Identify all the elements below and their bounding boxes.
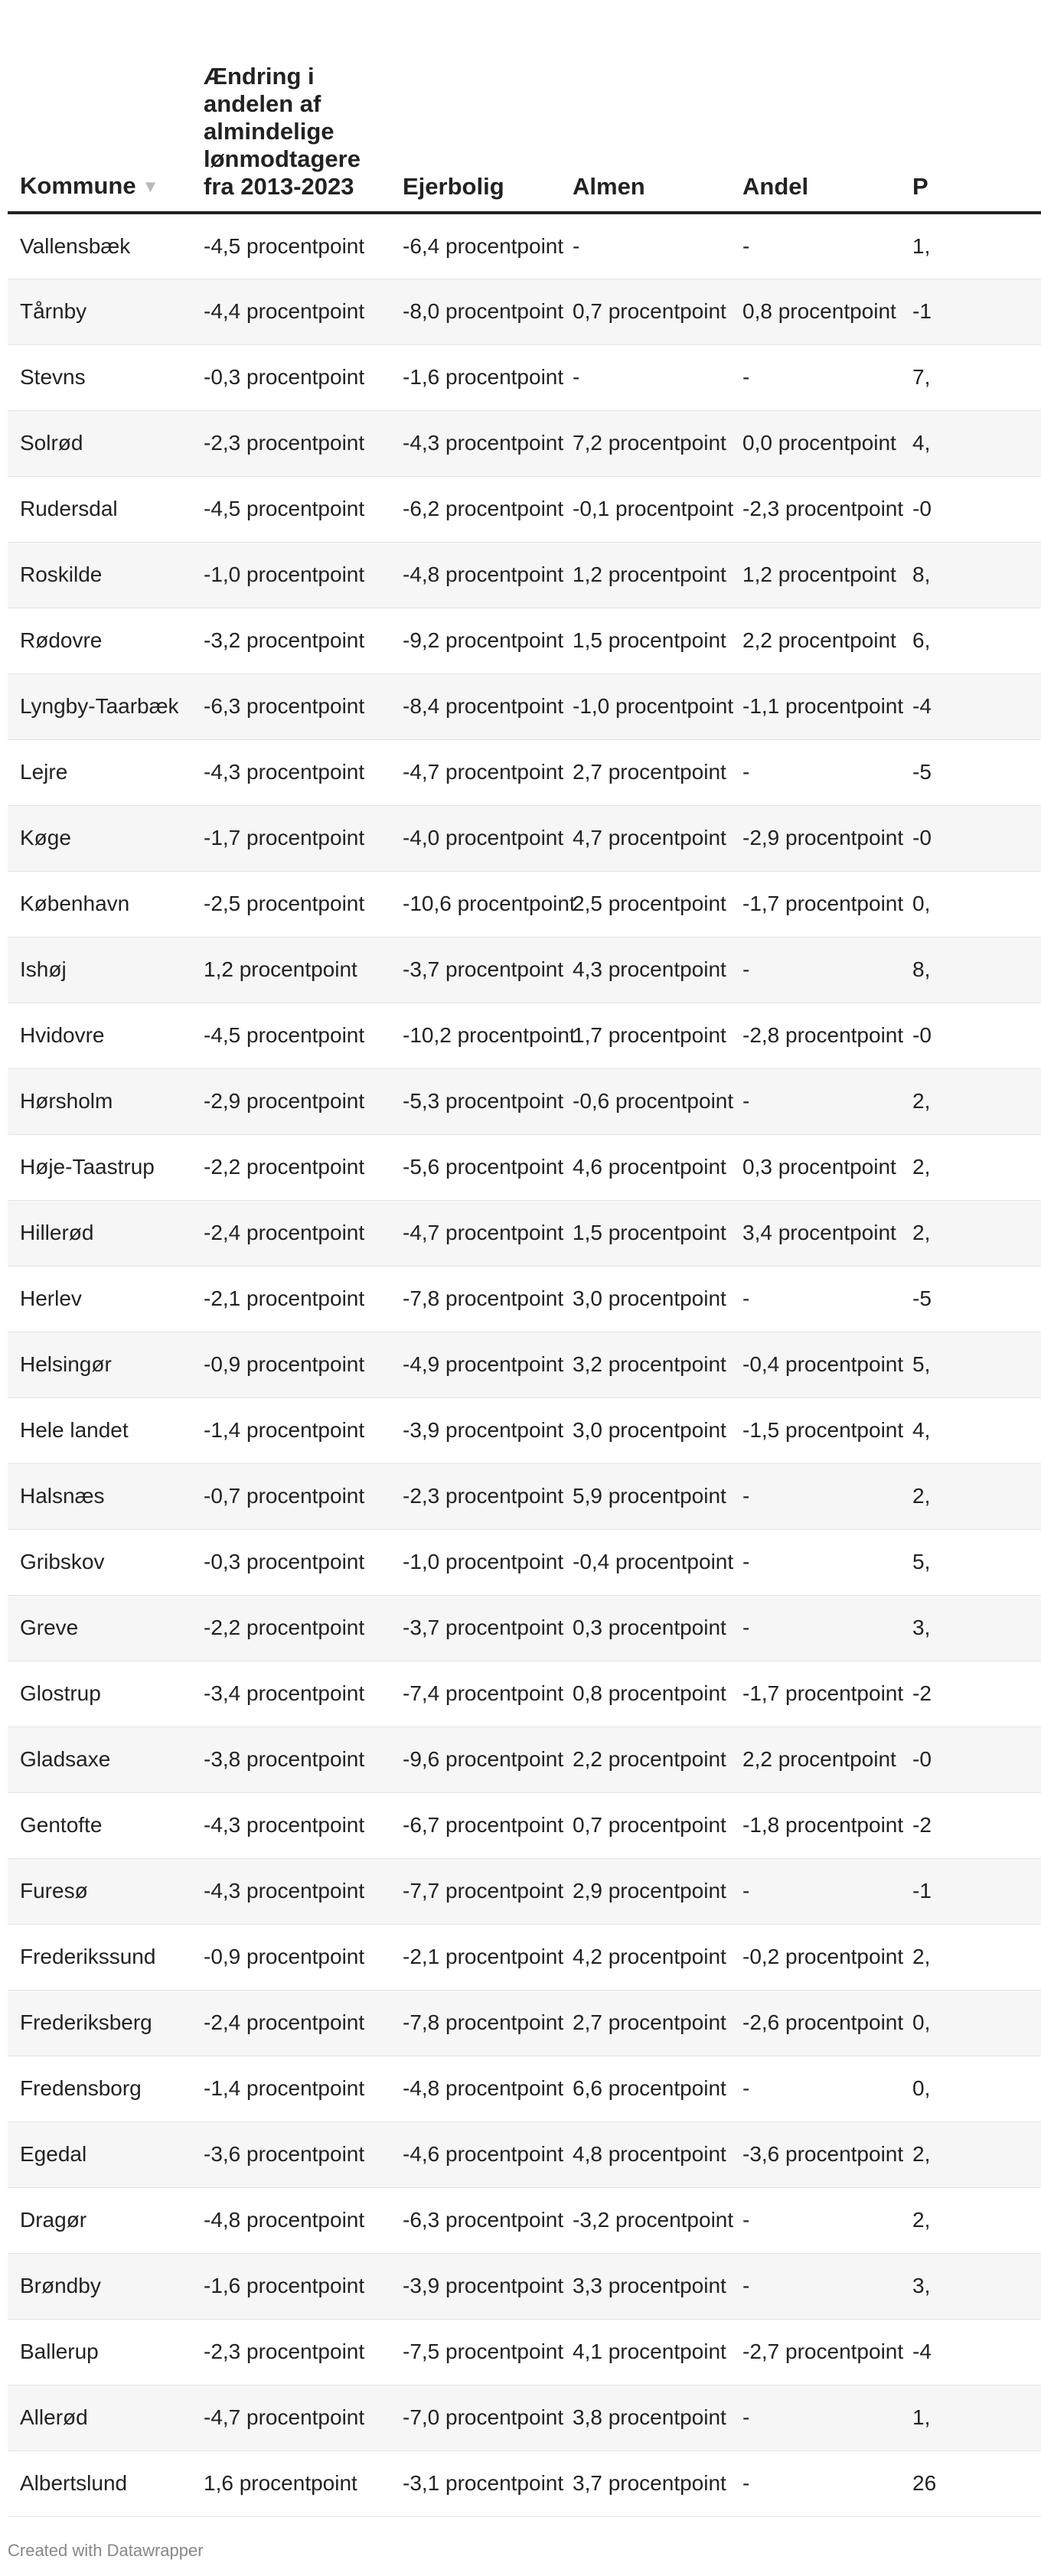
table-row (8, 2450, 1041, 2516)
table-row (8, 1397, 1041, 1463)
cell-p: 3, (900, 2253, 1041, 2319)
cell-ejerbolig: -3,9 procentpoint (390, 2253, 560, 2319)
cell-kommune: Lyngby-Taarbæk (8, 673, 191, 739)
cell-aendring: -4,3 procentpoint (191, 739, 390, 805)
cell-andel: 2,2 procentpoint (730, 1727, 900, 1792)
cell-aendring: -2,5 procentpoint (191, 871, 390, 937)
cell-kommune: Dragør (8, 2187, 191, 2253)
cell-aendring: -2,1 procentpoint (191, 1266, 390, 1332)
cell-kommune: Høje-Taastrup (8, 1134, 191, 1200)
table-row (8, 937, 1041, 1003)
cell-aendring: -4,4 procentpoint (191, 279, 390, 344)
cell-aendring: -2,3 procentpoint (191, 2319, 390, 2385)
cell-andel: 0,0 procentpoint (730, 410, 900, 476)
cell-p: 0, (900, 2056, 1041, 2121)
cell-aendring: -4,8 procentpoint (191, 2187, 390, 2253)
table-row (8, 608, 1041, 673)
cell-andel: -0,2 procentpoint (730, 1924, 900, 1990)
cell-aendring: -2,2 procentpoint (191, 1134, 390, 1200)
cell-kommune: Tårnby (8, 279, 191, 344)
cell-aendring: -4,5 procentpoint (191, 213, 390, 279)
cell-ejerbolig: -6,7 procentpoint (390, 1792, 560, 1858)
cell-andel: -2,9 procentpoint (730, 805, 900, 871)
cell-ejerbolig: -8,4 procentpoint (390, 673, 560, 739)
cell-p: 2, (900, 1068, 1041, 1134)
cell-p: -4 (900, 673, 1041, 739)
cell-aendring: -3,8 procentpoint (191, 1727, 390, 1792)
cell-ejerbolig: -6,3 procentpoint (390, 2187, 560, 2253)
cell-ejerbolig: -5,6 procentpoint (390, 1134, 560, 1200)
cell-aendring: -0,9 procentpoint (191, 1924, 390, 1990)
cell-andel: -1,1 procentpoint (730, 673, 900, 739)
column-header-andel[interactable]: Andel (730, 0, 900, 213)
cell-almen: -0,4 procentpoint (560, 1529, 730, 1595)
cell-kommune: Egedal (8, 2121, 191, 2187)
cell-almen: 0,3 procentpoint (560, 1595, 730, 1661)
column-header-p[interactable]: P (900, 0, 1041, 213)
table-row (8, 476, 1041, 542)
cell-kommune: Ballerup (8, 2319, 191, 2385)
cell-kommune: Hørsholm (8, 1068, 191, 1134)
cell-p: -2 (900, 1661, 1041, 1727)
cell-almen: - (560, 213, 730, 279)
cell-p: 7, (900, 344, 1041, 410)
cell-p: 2, (900, 1200, 1041, 1266)
cell-p: -0 (900, 1003, 1041, 1068)
cell-p: 1, (900, 213, 1041, 279)
cell-p: 3, (900, 1595, 1041, 1661)
cell-andel: - (730, 213, 900, 279)
cell-almen: 4,1 procentpoint (560, 2319, 730, 2385)
cell-aendring: -0,7 procentpoint (191, 1463, 390, 1529)
cell-kommune: Solrød (8, 410, 191, 476)
cell-almen: -0,1 procentpoint (560, 476, 730, 542)
table-row (8, 2187, 1041, 2253)
cell-p: 2, (900, 2121, 1041, 2187)
cell-p: -0 (900, 805, 1041, 871)
table-row (8, 1266, 1041, 1332)
cell-ejerbolig: -4,9 procentpoint (390, 1332, 560, 1397)
column-header-label: Kommune (20, 172, 136, 199)
cell-aendring: -1,6 procentpoint (191, 2253, 390, 2319)
cell-kommune: Køge (8, 805, 191, 871)
cell-p: -0 (900, 1727, 1041, 1792)
cell-almen: -3,2 procentpoint (560, 2187, 730, 2253)
table-row (8, 542, 1041, 608)
cell-ejerbolig: -4,0 procentpoint (390, 805, 560, 871)
cell-aendring: -0,9 procentpoint (191, 1332, 390, 1397)
cell-ejerbolig: -4,7 procentpoint (390, 739, 560, 805)
table-row (8, 2253, 1041, 2319)
cell-almen: 3,8 procentpoint (560, 2385, 730, 2450)
cell-aendring: -2,3 procentpoint (191, 410, 390, 476)
cell-p: -0 (900, 476, 1041, 542)
cell-ejerbolig: -7,4 procentpoint (390, 1661, 560, 1727)
cell-almen: 6,6 procentpoint (560, 2056, 730, 2121)
cell-kommune: Frederiksberg (8, 1990, 191, 2056)
cell-aendring: -4,3 procentpoint (191, 1858, 390, 1924)
cell-ejerbolig: -2,3 procentpoint (390, 1463, 560, 1529)
table-row (8, 1003, 1041, 1068)
cell-almen: 4,2 procentpoint (560, 1924, 730, 1990)
footer-credit: Created with Datawrapper (8, 2541, 204, 2560)
table-row (8, 871, 1041, 937)
cell-p: 2, (900, 1134, 1041, 1200)
cell-aendring: 1,2 procentpoint (191, 937, 390, 1003)
cell-p: 4, (900, 410, 1041, 476)
cell-kommune: Ishøj (8, 937, 191, 1003)
table-row (8, 2056, 1041, 2121)
table-row (8, 1134, 1041, 1200)
cell-almen: 2,5 procentpoint (560, 871, 730, 937)
cell-kommune: Greve (8, 1595, 191, 1661)
cell-p: -1 (900, 279, 1041, 344)
table-row (8, 1792, 1041, 1858)
sort-arrow-icon: ▼ (142, 177, 159, 196)
cell-kommune: Allerød (8, 2385, 191, 2450)
table-row (8, 344, 1041, 410)
table-row (8, 1068, 1041, 1134)
cell-aendring: 1,6 procentpoint (191, 2450, 390, 2516)
cell-almen: 3,0 procentpoint (560, 1397, 730, 1463)
table-header (8, 0, 1041, 213)
table-row (8, 1858, 1041, 1924)
cell-aendring: -2,2 procentpoint (191, 1595, 390, 1661)
cell-andel: 0,3 procentpoint (730, 1134, 900, 1200)
cell-p: -4 (900, 2319, 1041, 2385)
cell-kommune: Halsnæs (8, 1463, 191, 1529)
cell-almen: 7,2 procentpoint (560, 410, 730, 476)
cell-ejerbolig: -10,2 procentpoint (390, 1003, 560, 1068)
cell-andel: -1,7 procentpoint (730, 871, 900, 937)
cell-andel: - (730, 1266, 900, 1332)
column-header-ejerbolig[interactable]: Ejerbolig (390, 0, 560, 213)
cell-ejerbolig: -2,1 procentpoint (390, 1924, 560, 1990)
cell-almen: - (560, 344, 730, 410)
cell-p: 2, (900, 1463, 1041, 1529)
cell-p: -5 (900, 1266, 1041, 1332)
cell-andel: - (730, 2385, 900, 2450)
cell-andel: -1,8 procentpoint (730, 1792, 900, 1858)
cell-andel: - (730, 1463, 900, 1529)
cell-ejerbolig: -4,7 procentpoint (390, 1200, 560, 1266)
cell-ejerbolig: -4,6 procentpoint (390, 2121, 560, 2187)
table-row (8, 1990, 1041, 2056)
cell-andel: -2,6 procentpoint (730, 1990, 900, 2056)
cell-andel: -2,8 procentpoint (730, 1003, 900, 1068)
cell-ejerbolig: -1,6 procentpoint (390, 344, 560, 410)
cell-andel: 0,8 procentpoint (730, 279, 900, 344)
cell-andel: - (730, 1529, 900, 1595)
cell-ejerbolig: -4,8 procentpoint (390, 2056, 560, 2121)
cell-almen: 0,7 procentpoint (560, 1792, 730, 1858)
cell-aendring: -1,7 procentpoint (191, 805, 390, 871)
cell-p: 2, (900, 1924, 1041, 1990)
cell-kommune: Hvidovre (8, 1003, 191, 1068)
cell-p: 0, (900, 1990, 1041, 2056)
cell-almen: 3,0 procentpoint (560, 1266, 730, 1332)
cell-almen: 0,8 procentpoint (560, 1661, 730, 1727)
cell-p: -1 (900, 1858, 1041, 1924)
cell-almen: 2,7 procentpoint (560, 1990, 730, 2056)
cell-kommune: Roskilde (8, 542, 191, 608)
cell-p: 1, (900, 2385, 1041, 2450)
cell-aendring: -6,3 procentpoint (191, 673, 390, 739)
cell-aendring: -2,4 procentpoint (191, 1990, 390, 2056)
cell-almen: 1,5 procentpoint (560, 1200, 730, 1266)
cell-almen: 5,9 procentpoint (560, 1463, 730, 1529)
cell-almen: 2,2 procentpoint (560, 1727, 730, 1792)
cell-andel: -0,4 procentpoint (730, 1332, 900, 1397)
cell-kommune: København (8, 871, 191, 937)
cell-p: 6, (900, 608, 1041, 673)
table-row (8, 2319, 1041, 2385)
cell-p: 26 (900, 2450, 1041, 2516)
cell-kommune: Frederikssund (8, 1924, 191, 1990)
table-row (8, 1727, 1041, 1792)
table-row (8, 213, 1041, 279)
cell-ejerbolig: -3,1 procentpoint (390, 2450, 560, 2516)
cell-almen: 1,2 procentpoint (560, 542, 730, 608)
cell-ejerbolig: -7,0 procentpoint (390, 2385, 560, 2450)
cell-p: -2 (900, 1792, 1041, 1858)
cell-kommune: Glostrup (8, 1661, 191, 1727)
table-row (8, 2385, 1041, 2450)
cell-almen: 0,7 procentpoint (560, 279, 730, 344)
cell-almen: 4,3 procentpoint (560, 937, 730, 1003)
cell-andel: - (730, 2056, 900, 2121)
cell-andel: 1,2 procentpoint (730, 542, 900, 608)
cell-ejerbolig: -7,8 procentpoint (390, 1266, 560, 1332)
cell-kommune: Hillerød (8, 1200, 191, 1266)
cell-aendring: -1,4 procentpoint (191, 2056, 390, 2121)
cell-kommune: Stevns (8, 344, 191, 410)
cell-kommune: Fredensborg (8, 2056, 191, 2121)
cell-almen: 4,8 procentpoint (560, 2121, 730, 2187)
cell-aendring: -1,4 procentpoint (191, 1397, 390, 1463)
cell-ejerbolig: -8,0 procentpoint (390, 279, 560, 344)
cell-almen: 4,7 procentpoint (560, 805, 730, 871)
cell-almen: -0,6 procentpoint (560, 1068, 730, 1134)
cell-andel: -1,7 procentpoint (730, 1661, 900, 1727)
table-row (8, 410, 1041, 476)
cell-aendring: -1,0 procentpoint (191, 542, 390, 608)
cell-andel: - (730, 344, 900, 410)
cell-aendring: -2,9 procentpoint (191, 1068, 390, 1134)
table-row (8, 739, 1041, 805)
cell-aendring: -4,5 procentpoint (191, 1003, 390, 1068)
cell-andel: 3,4 procentpoint (730, 1200, 900, 1266)
cell-aendring: -3,6 procentpoint (191, 2121, 390, 2187)
cell-almen: -1,0 procentpoint (560, 673, 730, 739)
cell-kommune: Brøndby (8, 2253, 191, 2319)
cell-aendring: -3,4 procentpoint (191, 1661, 390, 1727)
table-row (8, 279, 1041, 344)
cell-kommune: Hele landet (8, 1397, 191, 1463)
cell-almen: 3,3 procentpoint (560, 2253, 730, 2319)
cell-kommune: Albertslund (8, 2450, 191, 2516)
table-body (8, 213, 1041, 2516)
cell-aendring: -4,5 procentpoint (191, 476, 390, 542)
cell-p: 5, (900, 1529, 1041, 1595)
table-container (8, 0, 937, 2525)
cell-kommune: Rødovre (8, 608, 191, 673)
cell-kommune: Gladsaxe (8, 1727, 191, 1792)
cell-ejerbolig: -6,4 procentpoint (390, 213, 560, 279)
cell-ejerbolig: -3,9 procentpoint (390, 1397, 560, 1463)
cell-aendring: -3,2 procentpoint (191, 608, 390, 673)
cell-p: 8, (900, 542, 1041, 608)
cell-ejerbolig: -5,3 procentpoint (390, 1068, 560, 1134)
cell-kommune: Gentofte (8, 1792, 191, 1858)
cell-andel: - (730, 2450, 900, 2516)
cell-andel: - (730, 2187, 900, 2253)
cell-almen: 1,7 procentpoint (560, 1003, 730, 1068)
column-header-kommune[interactable] (8, 0, 191, 213)
table-row (8, 1661, 1041, 1727)
table-row (8, 1200, 1041, 1266)
cell-aendring: -0,3 procentpoint (191, 1529, 390, 1595)
cell-andel: - (730, 1595, 900, 1661)
cell-ejerbolig: -1,0 procentpoint (390, 1529, 560, 1595)
cell-ejerbolig: -7,8 procentpoint (390, 1990, 560, 2056)
cell-almen: 4,6 procentpoint (560, 1134, 730, 1200)
table-row (8, 1595, 1041, 1661)
cell-kommune: Vallensbæk (8, 213, 191, 279)
cell-p: 0, (900, 871, 1041, 937)
cell-aendring: -4,7 procentpoint (191, 2385, 390, 2450)
cell-almen: 2,7 procentpoint (560, 739, 730, 805)
cell-andel: - (730, 1068, 900, 1134)
cell-kommune: Herlev (8, 1266, 191, 1332)
table-row (8, 1529, 1041, 1595)
cell-ejerbolig: -9,2 procentpoint (390, 608, 560, 673)
cell-kommune: Furesø (8, 1858, 191, 1924)
cell-ejerbolig: -10,6 procentpoint (390, 871, 560, 937)
cell-andel: -1,5 procentpoint (730, 1397, 900, 1463)
cell-almen: 1,5 procentpoint (560, 608, 730, 673)
cell-andel: - (730, 2253, 900, 2319)
cell-p: 2, (900, 2187, 1041, 2253)
cell-ejerbolig: -4,3 procentpoint (390, 410, 560, 476)
cell-andel: -2,3 procentpoint (730, 476, 900, 542)
cell-andel: - (730, 1858, 900, 1924)
cell-kommune: Gribskov (8, 1529, 191, 1595)
cell-almen: 3,2 procentpoint (560, 1332, 730, 1397)
cell-ejerbolig: -7,7 procentpoint (390, 1858, 560, 1924)
table-row (8, 673, 1041, 739)
cell-ejerbolig: -3,7 procentpoint (390, 1595, 560, 1661)
cell-almen: 3,7 procentpoint (560, 2450, 730, 2516)
table-row (8, 2121, 1041, 2187)
cell-aendring: -4,3 procentpoint (191, 1792, 390, 1858)
cell-andel: - (730, 739, 900, 805)
cell-andel: - (730, 937, 900, 1003)
cell-ejerbolig: -6,2 procentpoint (390, 476, 560, 542)
header-row (8, 0, 1041, 213)
cell-andel: -3,6 procentpoint (730, 2121, 900, 2187)
cell-kommune: Rudersdal (8, 476, 191, 542)
cell-ejerbolig: -7,5 procentpoint (390, 2319, 560, 2385)
column-header-aendring[interactable]: Ændring i andelen af almindelige lønmodtagere fra 2013-2023 (191, 0, 390, 213)
cell-p: 8, (900, 937, 1041, 1003)
cell-p: 5, (900, 1332, 1041, 1397)
cell-almen: 2,9 procentpoint (560, 1858, 730, 1924)
table-row (8, 805, 1041, 871)
cell-p: -5 (900, 739, 1041, 805)
cell-ejerbolig: -4,8 procentpoint (390, 542, 560, 608)
cell-p: 4, (900, 1397, 1041, 1463)
cell-ejerbolig: -9,6 procentpoint (390, 1727, 560, 1792)
cell-kommune: Helsingør (8, 1332, 191, 1397)
table-row (8, 1924, 1041, 1990)
cell-ejerbolig: -3,7 procentpoint (390, 937, 560, 1003)
cell-andel: 2,2 procentpoint (730, 608, 900, 673)
cell-aendring: -0,3 procentpoint (191, 344, 390, 410)
cell-andel: -2,7 procentpoint (730, 2319, 900, 2385)
table-row (8, 1332, 1041, 1397)
data-table (8, 0, 1041, 2517)
cell-kommune: Lejre (8, 739, 191, 805)
column-header-almen[interactable]: Almen (560, 0, 730, 213)
cell-aendring: -2,4 procentpoint (191, 1200, 390, 1266)
table-row (8, 1463, 1041, 1529)
